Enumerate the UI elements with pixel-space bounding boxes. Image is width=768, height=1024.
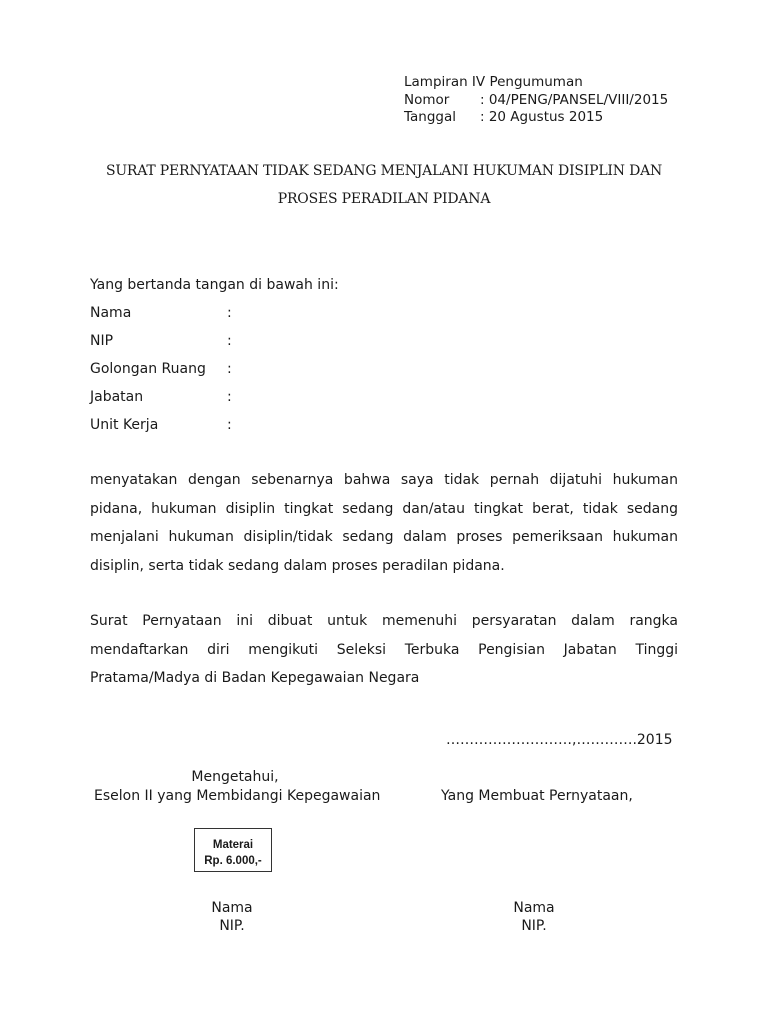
- materai-stamp-box: [194, 828, 272, 872]
- field-row-golongan-ruang: [90, 359, 232, 379]
- purpose-paragraph: Surat Pernyataan ini dibuat untuk memenuhi persyaratan dalam rangka mendaftarkan diri mengikuti Seleksi Terbuka Pengisian Jabatan Tinggi Pratama/Madya di Badan Kepegawaian Negara: [90, 613, 678, 686]
- document-title-line2: PROSES PERADILAN PIDANA: [277, 191, 491, 207]
- field-label: Nama: [90, 305, 132, 321]
- field-label: Golongan Ruang: [90, 361, 206, 377]
- nomor-label: Nomor: [404, 92, 450, 108]
- nomor-value: : 04/PENG/PANSEL/VIII/2015: [480, 92, 669, 108]
- field-colon: :: [227, 333, 232, 349]
- tanggal-label: Tanggal: [404, 109, 457, 125]
- materai-label: Materai: [212, 839, 254, 851]
- place-date-line: ………………………,………….2015: [446, 732, 673, 748]
- left-sign-position: Eselon II yang Membidangi Kepegawaian: [94, 788, 381, 804]
- attachment-label: Lampiran IV Pengumuman: [404, 74, 583, 90]
- field-row-jabatan: [90, 387, 232, 407]
- statement-paragraph: menyatakan dengan sebenarnya bahwa saya tidak pernah dijatuhi hukuman pidana, hukuman disiplin tingkat sedang dan/atau tingkat berat, tidak sedang menjalani hukuman disiplin/tidak sedang dalam proses pemeriksaan hukuman disiplin, serta tidak sedang dalam proses peradilan pidana.: [90, 472, 678, 574]
- field-label: Jabatan: [90, 389, 144, 405]
- field-label: Unit Kerja: [90, 417, 159, 433]
- field-colon: :: [227, 389, 232, 405]
- field-row-unit-kerja: [90, 415, 232, 435]
- field-label: NIP: [90, 333, 114, 349]
- field-colon: :: [227, 361, 232, 377]
- right-sign-name: Nama: [513, 900, 555, 916]
- field-row-nama: [90, 303, 232, 323]
- nomor-line: [404, 91, 668, 109]
- right-sign-nip: NIP.: [521, 918, 547, 934]
- field-row-nip: [90, 331, 232, 351]
- materai-value: Rp. 6.000,-: [204, 855, 262, 867]
- intro-text: Yang bertanda tangan di bawah ini:: [90, 277, 339, 293]
- tanggal-line: [404, 108, 603, 126]
- left-sign-nip: NIP.: [219, 918, 245, 934]
- field-colon: :: [227, 305, 232, 321]
- left-sign-acknowledge: Mengetahui,: [191, 769, 279, 785]
- document-title-line1: SURAT PERNYATAAN TIDAK SEDANG MENJALANI HUKUMAN DISIPLIN DAN: [105, 163, 663, 179]
- tanggal-value: : 20 Agustus 2015: [480, 109, 604, 125]
- right-sign-title: Yang Membuat Pernyataan,: [441, 788, 633, 804]
- field-colon: :: [227, 417, 232, 433]
- left-sign-name: Nama: [211, 900, 253, 916]
